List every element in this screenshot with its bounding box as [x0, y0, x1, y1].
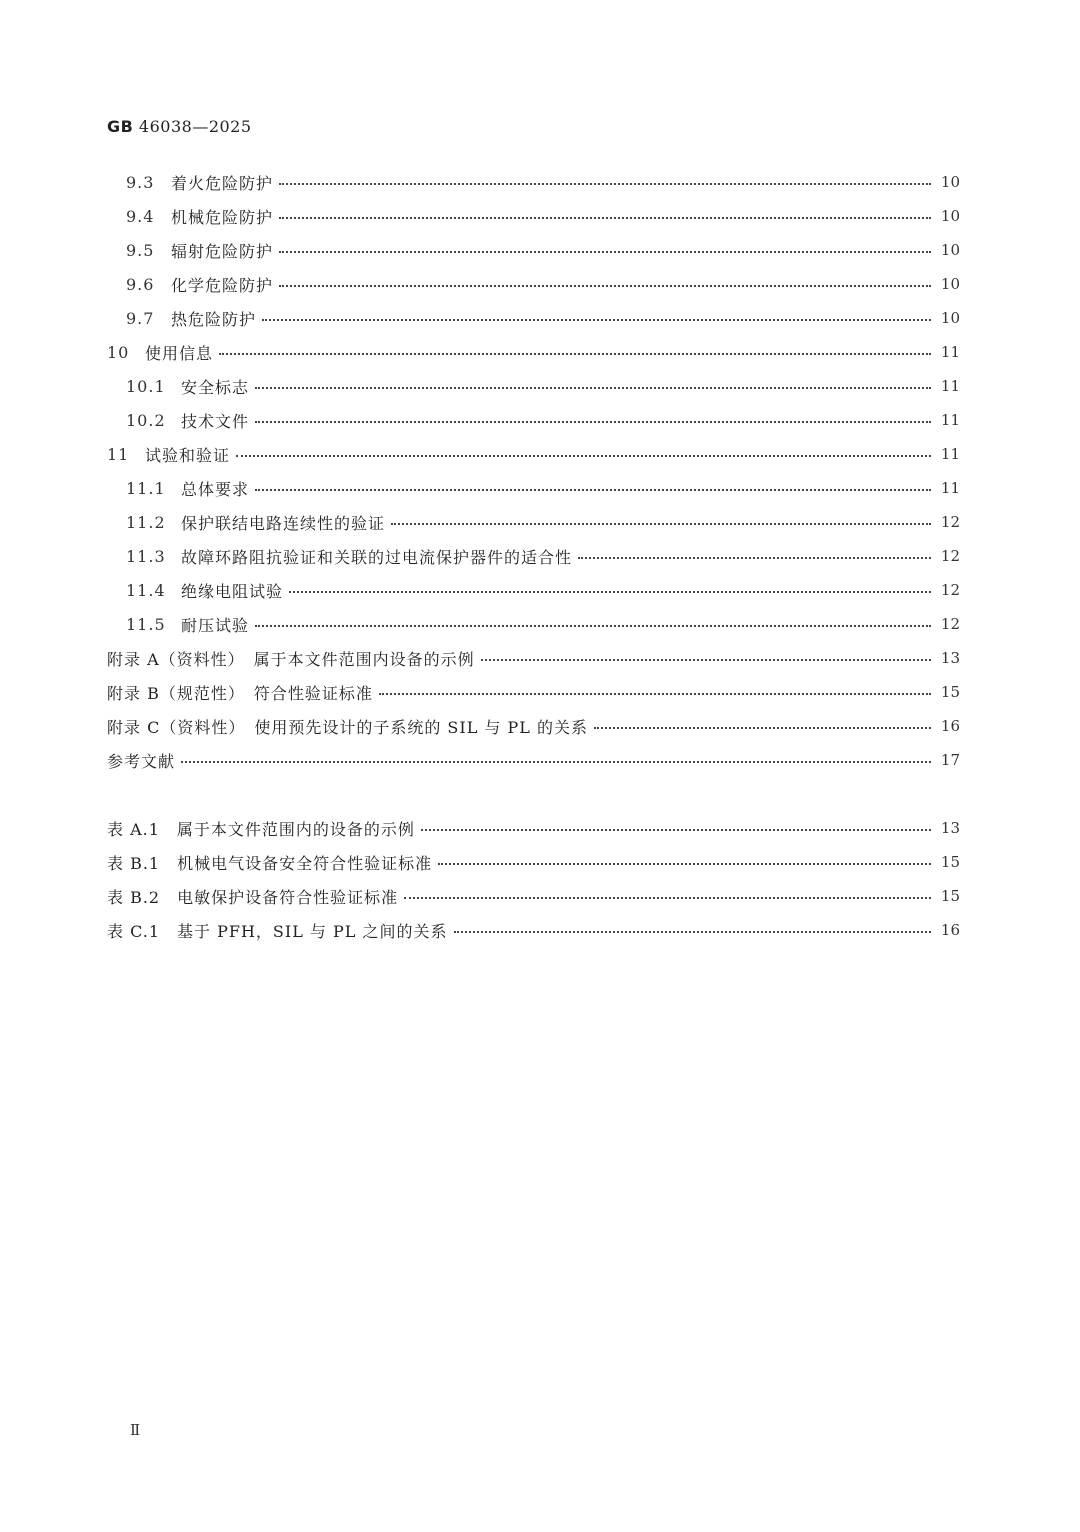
leader-dots — [262, 319, 931, 321]
toc-entry-page: 15 — [940, 683, 960, 701]
leader-dots — [181, 761, 931, 763]
toc-entry-page: 12 — [940, 581, 960, 599]
toc-entry-page: 17 — [940, 751, 960, 769]
toc-entry-number: 11 — [107, 444, 130, 464]
toc-entry-title: 辐射危险防护 — [171, 241, 274, 261]
leader-dots — [289, 591, 931, 593]
table-list-entry[interactable] — [107, 811, 960, 845]
toc-entry-title: 热危险防护 — [171, 309, 257, 329]
toc-entry[interactable] — [107, 369, 960, 403]
leader-dots — [391, 523, 931, 525]
standard-number: 46038—2025 — [138, 117, 252, 136]
toc-entry-number: 9.6 — [126, 274, 155, 294]
table-list-entry[interactable] — [107, 913, 960, 947]
document-header — [107, 117, 252, 136]
toc-entry-title: 机械危险防护 — [171, 207, 274, 227]
table-list-entry[interactable] — [107, 879, 960, 913]
toc-entry-page: 16 — [940, 717, 960, 735]
toc-entry[interactable] — [107, 267, 960, 301]
toc-entry[interactable] — [107, 165, 960, 199]
table-of-contents — [107, 165, 960, 947]
leader-dots — [255, 421, 931, 423]
toc-entry[interactable] — [107, 233, 960, 267]
toc-entry-title: 参考文献 — [107, 751, 176, 771]
table-list-title: 表 A.1 属于本文件范围内的设备的示例 — [107, 819, 415, 839]
table-list-page: 15 — [940, 887, 960, 905]
toc-entry[interactable] — [107, 403, 960, 437]
toc-entry-page: 10 — [940, 241, 960, 259]
toc-entry-page: 11 — [940, 445, 960, 463]
toc-entry-page: 11 — [940, 343, 960, 361]
toc-entry-title: 附录 C（资料性） 使用预先设计的子系统的 SIL 与 PL 的关系 — [107, 717, 588, 737]
toc-entry-page: 12 — [940, 513, 960, 531]
toc-entry-page: 11 — [940, 377, 960, 395]
toc-entry-title: 保护联结电路连续性的验证 — [181, 513, 386, 533]
toc-entry-page: 13 — [940, 649, 960, 667]
toc-entry[interactable] — [107, 199, 960, 233]
toc-entry[interactable] — [107, 335, 960, 369]
toc-entry[interactable] — [107, 437, 960, 471]
toc-entry[interactable] — [107, 471, 960, 505]
toc-entry-appendix-a[interactable] — [107, 641, 960, 675]
toc-entry-number: 11.2 — [126, 512, 166, 532]
toc-entry-title: 使用信息 — [145, 343, 214, 363]
leader-dots — [279, 285, 931, 287]
toc-entry-title: 总体要求 — [181, 479, 250, 499]
toc-entry-title: 耐压试验 — [181, 615, 250, 635]
leader-dots — [255, 625, 931, 627]
standard-prefix: GB — [107, 117, 134, 136]
leader-dots — [236, 455, 931, 457]
toc-entry-title: 着火危险防护 — [171, 173, 274, 193]
toc-entry-page: 10 — [940, 173, 960, 191]
table-list-page: 16 — [940, 921, 960, 939]
toc-entry-number: 11.1 — [126, 478, 166, 498]
table-list-page: 13 — [940, 819, 960, 837]
leader-dots — [279, 251, 931, 253]
page-number: Ⅱ — [130, 1421, 141, 1439]
toc-entry-number: 10 — [107, 342, 130, 362]
table-list-title: 表 B.1 机械电气设备安全符合性验证标准 — [107, 853, 433, 873]
leader-dots — [219, 353, 931, 355]
toc-entry-page: 10 — [940, 309, 960, 327]
toc-entry-number: 11.5 — [126, 614, 166, 634]
toc-entry[interactable] — [107, 301, 960, 335]
toc-entry-appendix-c[interactable] — [107, 709, 960, 743]
toc-entry-title: 试验和验证 — [145, 445, 231, 465]
leader-dots — [421, 829, 931, 831]
leader-dots — [255, 387, 931, 389]
toc-entry-bibliography[interactable] — [107, 743, 960, 777]
leader-dots — [578, 557, 931, 559]
toc-entry-number: 9.4 — [126, 206, 155, 226]
toc-entry-title: 安全标志 — [181, 377, 250, 397]
leader-dots — [454, 931, 932, 933]
toc-entry-number: 10.2 — [126, 410, 166, 430]
toc-entry-appendix-b[interactable] — [107, 675, 960, 709]
leader-dots — [438, 863, 931, 865]
toc-entry-number: 11.3 — [126, 546, 166, 566]
toc-entry-number: 9.3 — [126, 172, 155, 192]
toc-entry-page: 11 — [940, 411, 960, 429]
section-gap — [107, 777, 960, 811]
toc-entry-title: 化学危险防护 — [171, 275, 274, 295]
leader-dots — [481, 659, 931, 661]
table-list-title: 表 C.1 基于 PFH，SIL 与 PL 之间的关系 — [107, 921, 448, 941]
toc-entry[interactable] — [107, 607, 960, 641]
toc-entry-page: 11 — [940, 479, 960, 497]
toc-entry-title: 技术文件 — [181, 411, 250, 431]
leader-dots — [379, 693, 931, 695]
leader-dots — [404, 897, 931, 899]
toc-entry-page: 12 — [940, 615, 960, 633]
toc-entry-number: 11.4 — [126, 580, 166, 600]
leader-dots — [255, 489, 931, 491]
table-list-page: 15 — [940, 853, 960, 871]
leader-dots — [279, 217, 931, 219]
toc-entry-page: 10 — [940, 275, 960, 293]
toc-entry-number: 9.7 — [126, 308, 155, 328]
toc-entry[interactable] — [107, 573, 960, 607]
toc-entry-title: 附录 A（资料性） 属于本文件范围内设备的示例 — [107, 649, 475, 669]
toc-entry[interactable] — [107, 539, 960, 573]
table-list-entry[interactable] — [107, 845, 960, 879]
toc-entry-title: 故障环路阻抗验证和关联的过电流保护器件的适合性 — [181, 547, 573, 567]
table-list-title: 表 B.2 电敏保护设备符合性验证标准 — [107, 887, 399, 907]
toc-entry-number: 10.1 — [126, 376, 166, 396]
toc-entry-title: 绝缘电阻试验 — [181, 581, 284, 601]
toc-entry-title: 附录 B（规范性） 符合性验证标准 — [107, 683, 373, 703]
toc-entry-number: 9.5 — [126, 240, 155, 260]
leader-dots — [279, 183, 931, 185]
toc-entry-page: 12 — [940, 547, 960, 565]
toc-entry[interactable] — [107, 505, 960, 539]
leader-dots — [594, 727, 931, 729]
toc-entry-page: 10 — [940, 207, 960, 225]
